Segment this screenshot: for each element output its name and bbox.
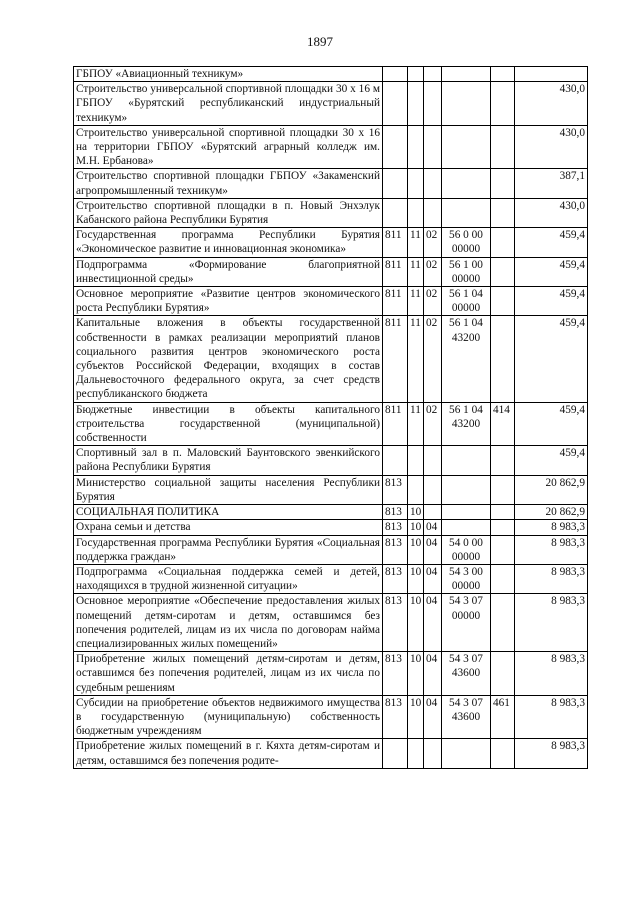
target-article-cell xyxy=(442,198,491,227)
expense-type-cell xyxy=(491,316,515,402)
amount-cell: 459,4 xyxy=(515,316,588,402)
admin-code-cell: 811 xyxy=(383,257,408,286)
section-code-cell xyxy=(408,125,424,169)
row-name-cell: Бюджетные инвестиции в объекты капитального строительства государственной (муниципальной) собственности xyxy=(74,402,383,446)
admin-code-cell: 811 xyxy=(383,316,408,402)
row-name-cell: Капитальные вложения в объекты государственной собственности в рамках реализации мероприятий планов социального развития центров экономического роста субъектов Российской Федерации, входящих в состав Дальневосточного федерального округа, за счет средств республиканского бюджета xyxy=(74,316,383,402)
row-name-cell: Государственная программа Республики Бурятия «Социальная поддержка граждан» xyxy=(74,535,383,564)
admin-code-cell: 811 xyxy=(383,287,408,316)
section-code-cell xyxy=(408,739,424,768)
table-row xyxy=(74,535,588,564)
amount-cell: 8 983,3 xyxy=(515,652,588,696)
table-row xyxy=(74,257,588,286)
row-name-cell: Спортивный зал в п. Маловский Баунтовского эвенкийского района Республики Бурятия xyxy=(74,446,383,475)
row-name-cell: Строительство спортивной площадки в п. Новый Энхэлук Кабанского района Республики Бурятия xyxy=(74,198,383,227)
subsection-code-cell xyxy=(424,198,442,227)
target-article-cell: 54 3 07 43600 xyxy=(442,695,491,739)
section-code-cell: 10 xyxy=(408,564,424,593)
amount-cell: 459,4 xyxy=(515,446,588,475)
table-row xyxy=(74,402,588,446)
admin-code-cell: 813 xyxy=(383,520,408,535)
table-row xyxy=(74,316,588,402)
admin-code-cell: 813 xyxy=(383,564,408,593)
expense-type-cell xyxy=(491,257,515,286)
table-row xyxy=(74,652,588,696)
admin-code-cell xyxy=(383,198,408,227)
admin-code-cell: 813 xyxy=(383,594,408,652)
subsection-code-cell: 04 xyxy=(424,652,442,696)
expense-type-cell xyxy=(491,287,515,316)
target-article-cell: 54 3 00 00000 xyxy=(442,564,491,593)
amount-cell: 8 983,3 xyxy=(515,535,588,564)
admin-code-cell xyxy=(383,739,408,768)
table-row xyxy=(74,446,588,475)
target-article-cell: 54 0 00 00000 xyxy=(442,535,491,564)
target-article-cell: 56 1 04 00000 xyxy=(442,287,491,316)
target-article-cell: 54 3 07 00000 xyxy=(442,594,491,652)
row-name-cell: Подпрограмма «Формирование благоприятной инвестиционной среды» xyxy=(74,257,383,286)
expense-type-cell xyxy=(491,67,515,82)
subsection-code-cell: 02 xyxy=(424,316,442,402)
section-code-cell: 10 xyxy=(408,594,424,652)
row-name-cell: Приобретение жилых помещений в г. Кяхта детям-сиротам и детям, оставшимся без попечения родите- xyxy=(74,739,383,768)
subsection-code-cell: 02 xyxy=(424,402,442,446)
amount-cell: 387,1 xyxy=(515,169,588,198)
target-article-cell xyxy=(442,82,491,126)
row-name-cell: Строительство универсальной спортивной площадки 30 х 16 на территории ГБПОУ «Бурятский аграрный колледж им. М.Н. Ербанова» xyxy=(74,125,383,169)
expense-type-cell xyxy=(491,739,515,768)
row-name-cell: Приобретение жилых помещений детям-сиротам и детям, оставшимся без попечения родителей, лицам из их числа по судебным решениям xyxy=(74,652,383,696)
row-name-cell: Основное мероприятие «Развитие центров экономического роста Республики Бурятия» xyxy=(74,287,383,316)
row-name-cell: Подпрограмма «Социальная поддержка семей и детей, находящихся в трудной жизненной ситуации» xyxy=(74,564,383,593)
section-code-cell: 10 xyxy=(408,520,424,535)
section-code-cell: 11 xyxy=(408,402,424,446)
amount-cell: 430,0 xyxy=(515,198,588,227)
amount-cell: 8 983,3 xyxy=(515,739,588,768)
section-code-cell: 10 xyxy=(408,505,424,520)
table-row xyxy=(74,739,588,768)
target-article-cell: 56 1 04 43200 xyxy=(442,316,491,402)
expense-type-cell xyxy=(491,535,515,564)
amount-cell: 20 862,9 xyxy=(515,505,588,520)
expense-type-cell xyxy=(491,169,515,198)
subsection-code-cell xyxy=(424,739,442,768)
page-number: 1897 xyxy=(307,34,333,49)
section-code-cell: 11 xyxy=(408,228,424,257)
table-row xyxy=(74,505,588,520)
admin-code-cell xyxy=(383,82,408,126)
expense-type-cell: 414 xyxy=(491,402,515,446)
row-name-cell: ГБПОУ «Авиационный техникум» xyxy=(74,67,383,82)
budget-table-body xyxy=(74,67,588,769)
target-article-cell xyxy=(442,475,491,504)
expense-type-cell xyxy=(491,446,515,475)
target-article-cell xyxy=(442,169,491,198)
row-name-cell: Охрана семьи и детства xyxy=(74,520,383,535)
amount-cell: 459,4 xyxy=(515,402,588,446)
admin-code-cell: 811 xyxy=(383,228,408,257)
target-article-cell xyxy=(442,739,491,768)
section-code-cell: 11 xyxy=(408,287,424,316)
section-code-cell: 10 xyxy=(408,652,424,696)
amount-cell: 459,4 xyxy=(515,228,588,257)
section-code-cell: 11 xyxy=(408,257,424,286)
table-row xyxy=(74,228,588,257)
row-name-cell: Строительство спортивной площадки ГБПОУ «Закаменский агропромышленный техникум» xyxy=(74,169,383,198)
amount-cell: 430,0 xyxy=(515,82,588,126)
subsection-code-cell: 04 xyxy=(424,535,442,564)
subsection-code-cell xyxy=(424,67,442,82)
target-article-cell xyxy=(442,505,491,520)
subsection-code-cell: 04 xyxy=(424,564,442,593)
subsection-code-cell: 04 xyxy=(424,695,442,739)
subsection-code-cell xyxy=(424,446,442,475)
admin-code-cell xyxy=(383,446,408,475)
admin-code-cell: 813 xyxy=(383,535,408,564)
amount-cell xyxy=(515,67,588,82)
subsection-code-cell xyxy=(424,125,442,169)
table-row xyxy=(74,287,588,316)
amount-cell: 8 983,3 xyxy=(515,695,588,739)
amount-cell: 459,4 xyxy=(515,287,588,316)
row-name-cell: Государственная программа Республики Бурятия «Экономическое развитие и инновационная экономика» xyxy=(74,228,383,257)
expense-type-cell xyxy=(491,564,515,593)
target-article-cell: 56 1 04 43200 xyxy=(442,402,491,446)
amount-cell: 20 862,9 xyxy=(515,475,588,504)
admin-code-cell xyxy=(383,169,408,198)
section-code-cell xyxy=(408,67,424,82)
section-code-cell: 10 xyxy=(408,535,424,564)
target-article-cell xyxy=(442,446,491,475)
amount-cell: 430,0 xyxy=(515,125,588,169)
subsection-code-cell: 04 xyxy=(424,594,442,652)
expense-type-cell xyxy=(491,475,515,504)
expense-type-cell xyxy=(491,520,515,535)
subsection-code-cell: 02 xyxy=(424,228,442,257)
table-row xyxy=(74,520,588,535)
admin-code-cell: 813 xyxy=(383,695,408,739)
expense-type-cell xyxy=(491,228,515,257)
subsection-code-cell: 02 xyxy=(424,287,442,316)
target-article-cell: 56 0 00 00000 xyxy=(442,228,491,257)
row-name-cell: Министерство социальной защиты населения Республики Бурятия xyxy=(74,475,383,504)
admin-code-cell xyxy=(383,67,408,82)
row-name-cell: Субсидии на приобретение объектов недвижимого имущества в государственную (муниципальную) собственность бюджетным учреждениям xyxy=(74,695,383,739)
subsection-code-cell xyxy=(424,505,442,520)
expense-type-cell xyxy=(491,505,515,520)
table-row xyxy=(74,594,588,652)
table-row xyxy=(74,82,588,126)
table-row xyxy=(74,695,588,739)
expense-type-cell: 461 xyxy=(491,695,515,739)
budget-table xyxy=(73,66,588,769)
admin-code-cell: 813 xyxy=(383,505,408,520)
subsection-code-cell xyxy=(424,475,442,504)
section-code-cell xyxy=(408,475,424,504)
subsection-code-cell xyxy=(424,82,442,126)
expense-type-cell xyxy=(491,125,515,169)
table-row xyxy=(74,67,588,82)
expense-type-cell xyxy=(491,82,515,126)
row-name-cell: Строительство универсальной спортивной площадки 30 х 16 м ГБПОУ «Бурятский республиканский индустриальный техникум» xyxy=(74,82,383,126)
row-name-cell: Основное мероприятие «Обеспечение предоставления жилых помещений детям-сиротам и детям, оставшимся без попечения родителей, лицам из их числа по договорам найма специализированных жилых помещений» xyxy=(74,594,383,652)
section-code-cell xyxy=(408,198,424,227)
target-article-cell xyxy=(442,125,491,169)
table-row xyxy=(74,475,588,504)
amount-cell: 8 983,3 xyxy=(515,520,588,535)
table-row xyxy=(74,169,588,198)
target-article-cell xyxy=(442,520,491,535)
section-code-cell xyxy=(408,82,424,126)
section-code-cell: 10 xyxy=(408,695,424,739)
section-code-cell: 11 xyxy=(408,316,424,402)
target-article-cell: 56 1 00 00000 xyxy=(442,257,491,286)
admin-code-cell xyxy=(383,125,408,169)
subsection-code-cell: 02 xyxy=(424,257,442,286)
target-article-cell: 54 3 07 43600 xyxy=(442,652,491,696)
admin-code-cell: 811 xyxy=(383,402,408,446)
subsection-code-cell xyxy=(424,169,442,198)
table-row xyxy=(74,564,588,593)
target-article-cell xyxy=(442,67,491,82)
table-row xyxy=(74,125,588,169)
amount-cell: 459,4 xyxy=(515,257,588,286)
amount-cell: 8 983,3 xyxy=(515,564,588,593)
section-code-cell xyxy=(408,446,424,475)
subsection-code-cell: 04 xyxy=(424,520,442,535)
admin-code-cell: 813 xyxy=(383,652,408,696)
row-name-cell: СОЦИАЛЬНАЯ ПОЛИТИКА xyxy=(74,505,383,520)
section-code-cell xyxy=(408,169,424,198)
expense-type-cell xyxy=(491,198,515,227)
amount-cell: 8 983,3 xyxy=(515,594,588,652)
expense-type-cell xyxy=(491,594,515,652)
expense-type-cell xyxy=(491,652,515,696)
table-row xyxy=(74,198,588,227)
admin-code-cell: 813 xyxy=(383,475,408,504)
